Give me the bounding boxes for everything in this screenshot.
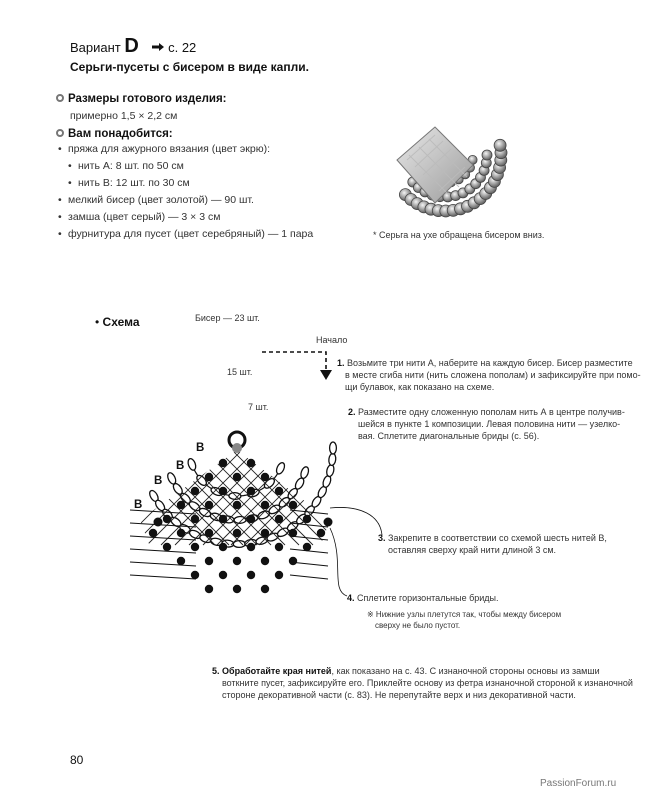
leader-line-3 (330, 507, 382, 535)
bead-outer (330, 442, 337, 454)
page-number: 80 (70, 753, 84, 767)
knot-dot (191, 571, 199, 579)
knot-dot (247, 459, 255, 467)
thread-b-line (130, 575, 196, 579)
leader-line-4 (330, 528, 347, 596)
bead-rows (148, 442, 336, 548)
knot-dot (303, 515, 311, 523)
step-2-line: Разместите одну сложенную пополам нить А в центре получив- (358, 407, 625, 417)
knot-dot (247, 515, 255, 523)
knot-dot (289, 501, 297, 509)
photo-note: * Серьга на ухе обращена бисером вниз. (373, 230, 545, 240)
knot-dot (261, 501, 269, 509)
sizes-heading-text: Размеры готового изделия: (68, 93, 227, 105)
knot-dot (261, 473, 269, 481)
inner-row-count: 7 шт. (248, 402, 269, 412)
thread-b-label: В (154, 475, 163, 487)
bead-outer (328, 453, 336, 466)
knot-dot (233, 473, 241, 481)
scheme-heading: • Схема (95, 315, 140, 329)
step-5-line: воткните пусет, зафиксируйте его. Приклейте основу из фетра изнаночной стороной к изнаночной (222, 678, 633, 688)
thread-b-line (130, 536, 196, 540)
knot-dot (163, 515, 171, 523)
knot-dot (205, 529, 213, 537)
step-3 (378, 532, 607, 556)
knot-dot (233, 557, 241, 565)
thread-b-label: В (196, 442, 205, 454)
knot-dot (219, 571, 227, 579)
variant-letter: D (124, 35, 139, 57)
start-label: Начало (316, 335, 348, 345)
step-4-note (367, 609, 561, 631)
knot-dot (219, 459, 227, 467)
knot-dot (205, 585, 213, 593)
scheme-title: Схема (102, 315, 140, 329)
bead-outer (326, 464, 335, 477)
step-3-line: оставляя сверху край нити длиной 3 см. (388, 545, 557, 555)
step-2-number: 2. (348, 407, 356, 417)
start-path (262, 352, 326, 372)
material-subitem: • нить А: 8 шт. по 50 см (58, 158, 313, 175)
step-1-line: в месте сгиба нити (нить сложена пополам) и зафиксируйте при помо- (345, 370, 641, 380)
knot-dot (289, 557, 297, 565)
knot-dot (177, 557, 185, 565)
knot-dot (149, 529, 157, 537)
step-5 (212, 665, 633, 701)
step-2-line: вая. Сплетите диагональные бриды (с. 56). (358, 431, 540, 441)
step-4-number: 4. (347, 593, 355, 603)
step-2-line: шейся в пункте 1 композиции. Левая половина нити — узелко- (358, 419, 621, 429)
step-4-note-line: сверху не было пустот. (375, 621, 461, 630)
knot-dot (205, 473, 213, 481)
material-item: • мелкий бисер (цвет золотой) — 90 шт. (58, 192, 313, 209)
variant-word: Вариант (70, 40, 121, 55)
step-5-number: 5. (212, 666, 220, 676)
knot-dot (303, 543, 311, 551)
knot-dot (247, 543, 255, 551)
knot-dot (191, 487, 199, 495)
step-1-number: 1. (337, 358, 345, 368)
step-1 (337, 357, 641, 393)
step-1-line: щи булавок, как показано на схеме. (345, 382, 495, 392)
knot-dot (191, 515, 199, 523)
knot-dot (247, 571, 255, 579)
knot-dot (219, 515, 227, 523)
bead-inner (275, 461, 286, 475)
arrow-down-icon (320, 370, 332, 380)
knot-dot (247, 487, 255, 495)
step-4-note-line: ※ Нижние узлы плетутся так, чтобы между бисером (367, 610, 562, 619)
net-line (269, 375, 439, 545)
knot-dot (275, 571, 283, 579)
knot-dot (275, 543, 283, 551)
step-4-text: Сплетите горизонтальные бриды. (357, 593, 499, 603)
knot-dot (275, 487, 283, 495)
sizes-value: примерно 1,5 × 2,2 см (70, 110, 178, 122)
knot-dot (154, 518, 163, 527)
needs-heading-text: Вам понадобится: (68, 128, 173, 140)
material-subitem: • нить В: 12 шт. по 30 см (58, 175, 313, 192)
net-line (63, 375, 233, 545)
step-1-line: Возьмите три нити А, наберите на каждую бисер. Бисер разместите (347, 358, 633, 368)
material-item: • пряжа для ажурного вязания (цвет экрю): (58, 141, 313, 158)
material-item: • фурнитура для пусет (цвет серебряный) — 1 пара (58, 226, 313, 243)
step-5-line: стороне декоративной части (с. 83). Не перепутайте верх и низ декоративной части. (222, 690, 576, 700)
page-reference-text: с. 22 (168, 40, 197, 55)
center-knot (232, 443, 242, 453)
knot-dot (219, 487, 227, 495)
knot-dot (177, 501, 185, 509)
thread-b-line (130, 549, 196, 553)
step-2 (348, 406, 625, 442)
step-4 (347, 592, 498, 604)
step-5-line: , как показано на с. 43. С изнаночной стороны основы из замши (331, 666, 600, 676)
step-3-number: 3. (378, 533, 386, 543)
knot-dot (317, 529, 325, 537)
net-line (259, 375, 429, 545)
knot-dot (324, 518, 333, 527)
bead-middle (299, 466, 309, 480)
knot-dot (233, 529, 241, 537)
watermark: PassionForum.ru (540, 778, 617, 789)
beads-count-label: Бисер — 23 шт. (195, 313, 260, 323)
knot-dot (233, 585, 241, 593)
knot-dot (261, 529, 269, 537)
knot-dot (261, 585, 269, 593)
project-title: Серьги-пусеты с бисером в виде капли. (70, 60, 309, 74)
knot-dot (219, 543, 227, 551)
knot-dot (163, 543, 171, 551)
thread-b-line (290, 575, 328, 579)
knot-dot (275, 515, 283, 523)
thread-b-line (130, 562, 196, 566)
outer-row-count: 15 шт. (227, 367, 253, 377)
material-item: • замша (цвет серый) — 3 × 3 см (58, 209, 313, 226)
thread-b-label: В (176, 460, 185, 472)
knot-dot (205, 557, 213, 565)
knot-dot (177, 529, 185, 537)
bead-inner (187, 458, 197, 472)
knot-dot (233, 501, 241, 509)
knot-dot (191, 543, 199, 551)
thread-b-label: В (134, 499, 143, 511)
knot-dot (205, 501, 213, 509)
step-5-bold: Обработайте края нитей (222, 666, 332, 676)
knot-dot (261, 557, 269, 565)
step-3-line: Закрепите в соответствии со схемой шесть нитей В, (388, 533, 607, 543)
